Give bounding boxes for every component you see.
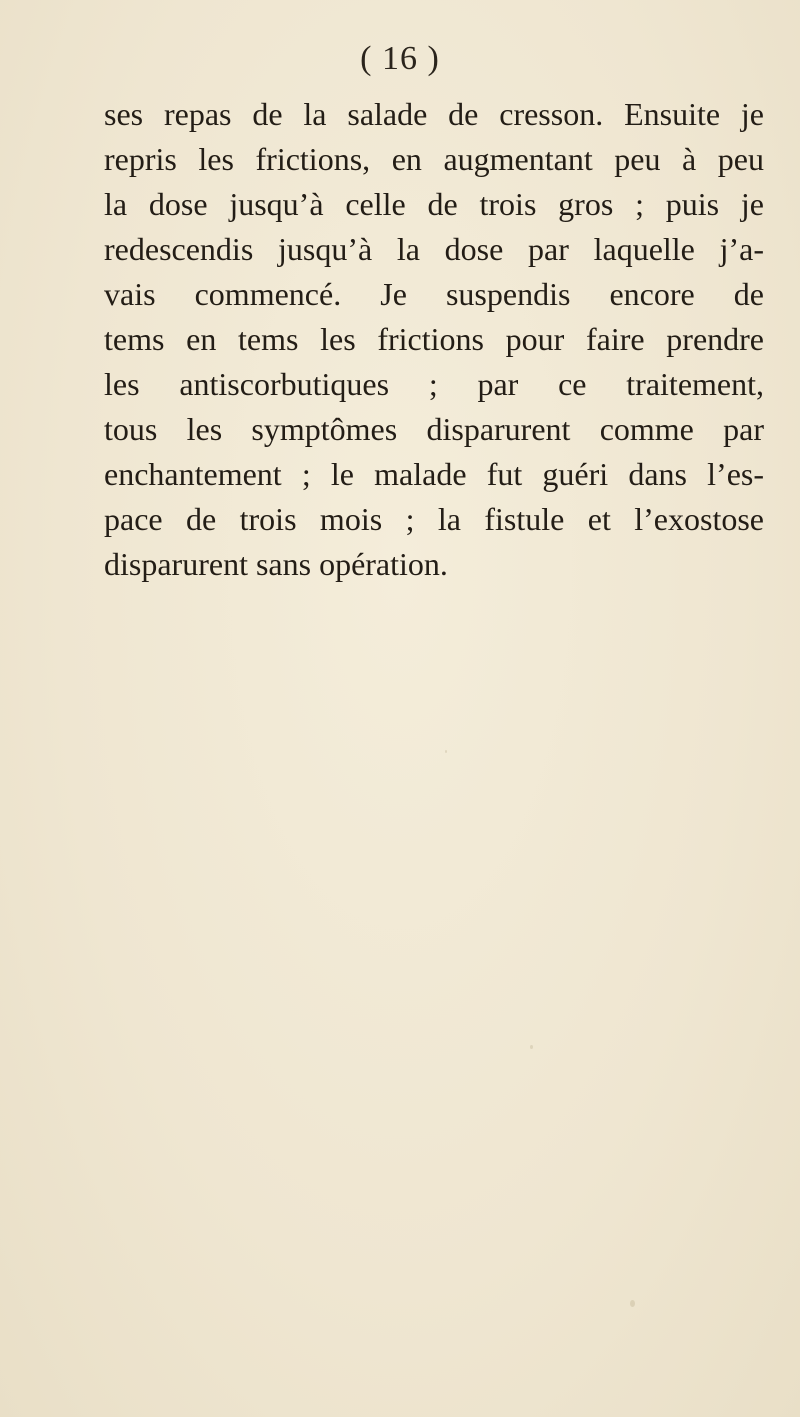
text-line: la dose jusqu’à celle de trois gros ; puis je [104, 186, 764, 222]
text-line: ses repas de la salade de cresson. Ensuite je [104, 96, 764, 132]
text-line: redescendis jusqu’à la dose par laquelle j’a- [104, 231, 764, 267]
page-number: ( 16 ) [360, 40, 440, 77]
text-line: vais commencé. Je suspendis encore de [104, 276, 764, 312]
text-line: les antiscorbutiques ; par ce traitement, [104, 366, 764, 402]
body-text [104, 92, 764, 587]
text-line: pace de trois mois ; la fistule et l’exostose [104, 501, 764, 537]
text-line: repris les frictions, en augmentant peu à peu [104, 141, 764, 177]
text-line: tous les symptômes disparurent comme par [104, 411, 764, 447]
paper-speck [530, 1045, 533, 1049]
paper-speck [630, 1300, 635, 1307]
text-line: enchantement ; le malade fut guéri dans l’es- [104, 456, 764, 492]
text-line-last: disparurent sans opération. [104, 546, 448, 582]
paper-speck [445, 750, 447, 753]
text-line: tems en tems les frictions pour faire prendre [104, 321, 764, 357]
